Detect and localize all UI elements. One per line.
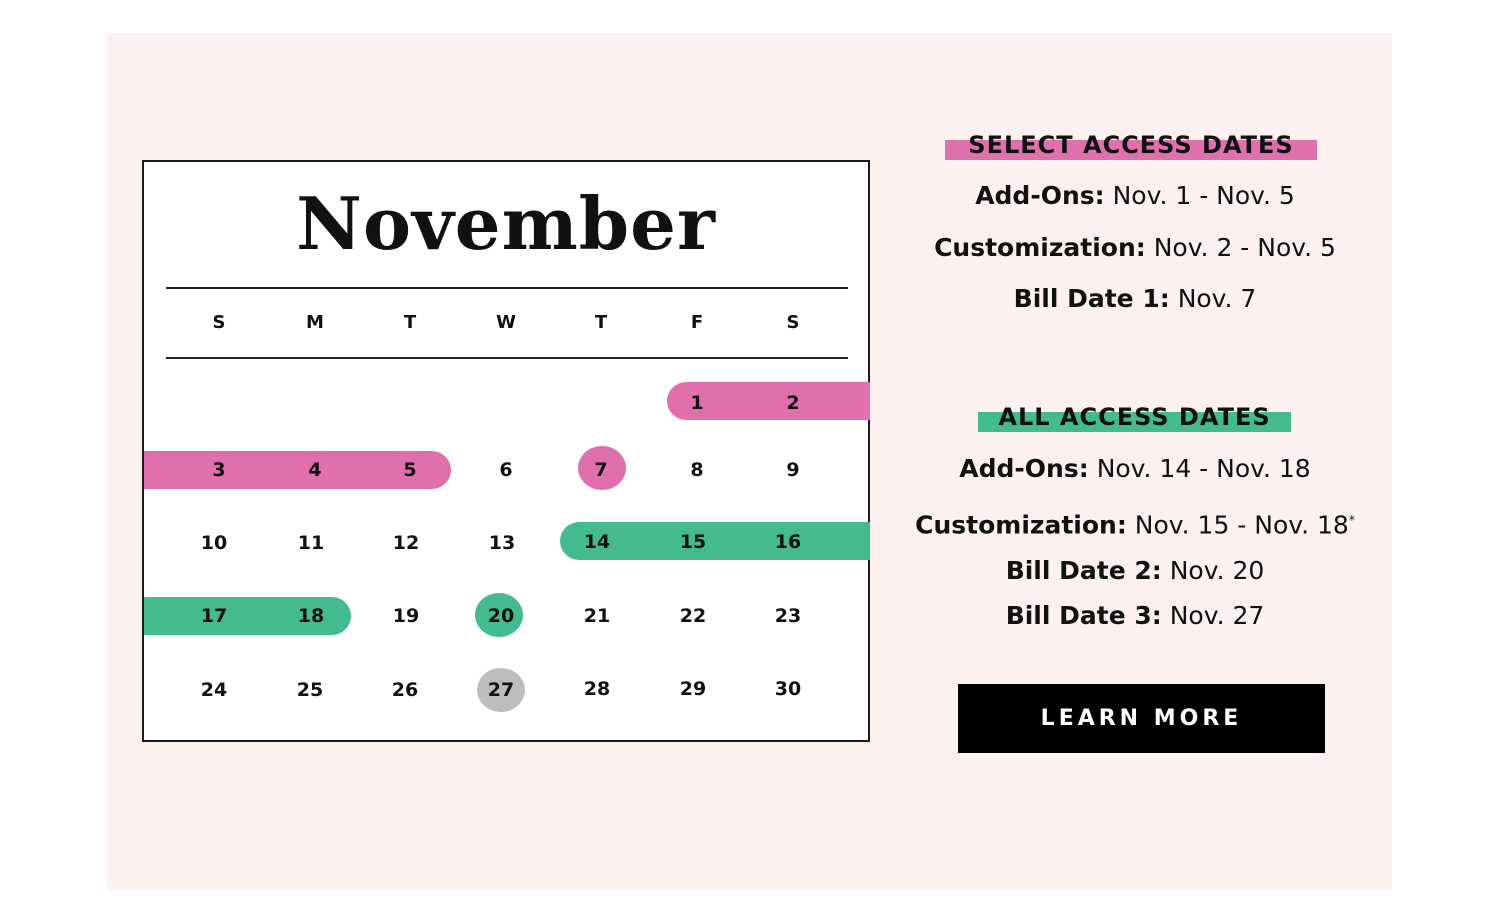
day-21: 21 — [583, 605, 611, 627]
weekday-tuesday: T — [403, 312, 417, 333]
bill-date-3-value: Nov. 27 — [1169, 601, 1265, 630]
month-title: November — [296, 181, 716, 266]
day-11: 11 — [297, 532, 325, 554]
day-18: 18 — [297, 605, 325, 627]
day-3: 3 — [212, 459, 226, 481]
day-15: 15 — [679, 531, 707, 553]
learn-more-button[interactable]: LEARN MORE — [958, 684, 1325, 753]
day-23: 23 — [774, 605, 802, 627]
day-25: 25 — [296, 679, 324, 701]
all-access-customization-label: Customization: — [915, 510, 1127, 540]
day-4: 4 — [308, 459, 322, 481]
day-27: 27 — [487, 679, 515, 701]
day-24: 24 — [200, 679, 228, 701]
day-14: 14 — [583, 531, 611, 553]
day-19: 19 — [392, 605, 420, 627]
calendar-divider-bottom — [166, 357, 848, 359]
day-7: 7 — [594, 459, 608, 481]
weekday-saturday: S — [786, 312, 800, 333]
select-access-addons — [890, 181, 1380, 211]
weekday-thursday: T — [594, 312, 608, 333]
bill-date-1 — [890, 284, 1380, 314]
day-8: 8 — [690, 459, 704, 481]
bill-date-3-label: Bill Date 3: — [1005, 601, 1162, 630]
day-22: 22 — [679, 605, 707, 627]
weekday-sunday: S — [212, 312, 226, 333]
day-17: 17 — [200, 605, 228, 627]
select-access-addons-label: Add-Ons: — [975, 181, 1105, 210]
select-access-customization-value: Nov. 2 - Nov. 5 — [1153, 233, 1336, 262]
day-1: 1 — [690, 392, 704, 414]
footnote-marker: * — [1348, 513, 1355, 527]
day-12: 12 — [392, 532, 420, 554]
all-access-addons-label: Add-Ons: — [959, 454, 1089, 483]
day-30: 30 — [774, 678, 802, 700]
day-13: 13 — [488, 532, 516, 554]
bill-date-3 — [890, 601, 1380, 631]
weekday-wednesday: W — [496, 312, 516, 333]
day-2: 2 — [786, 392, 800, 414]
day-29: 29 — [679, 678, 707, 700]
weekday-friday: F — [690, 312, 704, 333]
day-26: 26 — [391, 679, 419, 701]
day-9: 9 — [786, 459, 800, 481]
day-10: 10 — [200, 532, 228, 554]
day-16: 16 — [774, 531, 802, 553]
bill-date-2-value: Nov. 20 — [1169, 556, 1265, 585]
select-access-customization — [890, 233, 1380, 263]
select-access-customization-label: Customization: — [934, 233, 1146, 262]
all-access-customization — [890, 505, 1380, 540]
weekday-monday: M — [306, 312, 324, 333]
select-access-addons-value: Nov. 1 - Nov. 5 — [1112, 181, 1295, 210]
all-access-customization-value: Nov. 15 - Nov. 18 — [1134, 510, 1349, 540]
bill-date-2 — [890, 556, 1380, 586]
all-access-addons — [890, 454, 1380, 484]
day-20: 20 — [487, 605, 515, 627]
bill-date-1-value: Nov. 7 — [1177, 284, 1257, 313]
select-access-heading: SELECT ACCESS DATES — [968, 131, 1294, 159]
day-6: 6 — [499, 459, 513, 481]
bill-date-2-label: Bill Date 2: — [1005, 556, 1162, 585]
bill-date-1-label: Bill Date 1: — [1013, 284, 1170, 313]
day-5: 5 — [403, 459, 417, 481]
all-access-addons-value: Nov. 14 - Nov. 18 — [1096, 454, 1311, 483]
all-access-heading: ALL ACCESS DATES — [998, 403, 1271, 431]
day-28: 28 — [583, 678, 611, 700]
calendar-divider-top — [166, 287, 848, 289]
